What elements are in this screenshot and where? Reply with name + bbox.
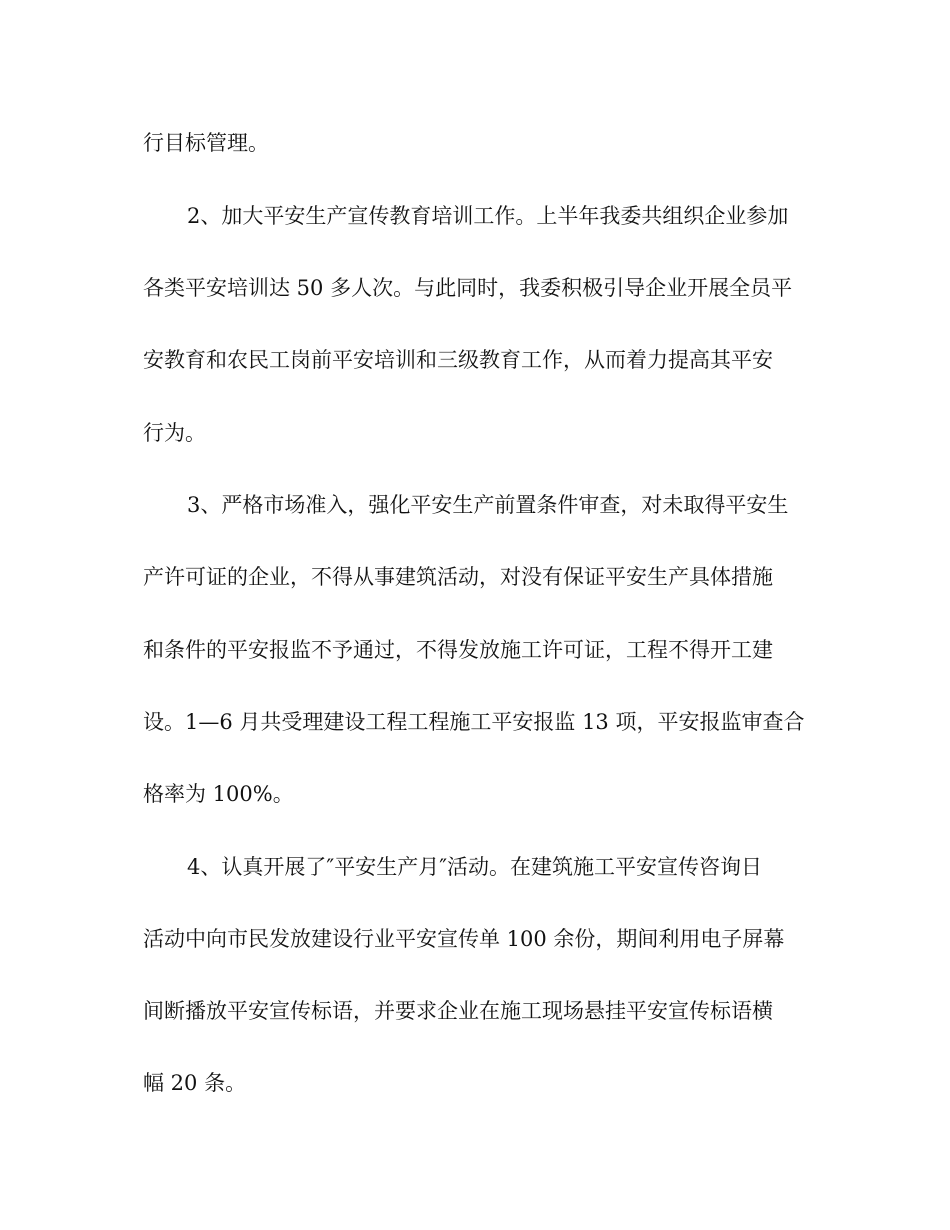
text-line: 产许可证的企业，不得从事建筑活动，对没有保证平安生产具体措施 bbox=[143, 565, 773, 589]
text-line: 格率为 100%。 bbox=[143, 782, 294, 806]
text-line: 幅 20 条。 bbox=[143, 1071, 247, 1095]
text-line: 间断播放平安宣传标语，并要求企业在施工现场悬挂平安宣传标语横 bbox=[143, 999, 773, 1023]
paragraph-4-start: 4、认真开展了″平安生产月″活动。在建筑施工平安宣传咨询日 bbox=[187, 855, 763, 879]
text-line: 行目标管理。 bbox=[143, 131, 269, 155]
text-line: 设。1—6 月共受理建设工程工程施工平安报监 13 项，平安报监审查合 bbox=[143, 710, 805, 734]
text-line: 安教育和农民工岗前平安培训和三级教育工作，从而着力提高其平安 bbox=[143, 348, 773, 372]
text-line: 行为。 bbox=[143, 421, 206, 445]
text-line: 和条件的平安报监不予通过，不得发放施工许可证，工程不得开工建 bbox=[143, 638, 773, 662]
paragraph-2-start: 2、加大平安生产宣传教育培训工作。上半年我委共组织企业参加 bbox=[187, 204, 789, 228]
paragraph-3-start: 3、严格市场准入，强化平安生产前置条件审查，对未取得平安生 bbox=[187, 493, 789, 517]
text-line: 各类平安培训达 50 多人次。与此同时，我委积极引导企业开展全员平 bbox=[143, 276, 793, 300]
text-line: 活动中向市民发放建设行业平安宣传单 100 余份，期间利用电子屏幕 bbox=[143, 927, 785, 951]
